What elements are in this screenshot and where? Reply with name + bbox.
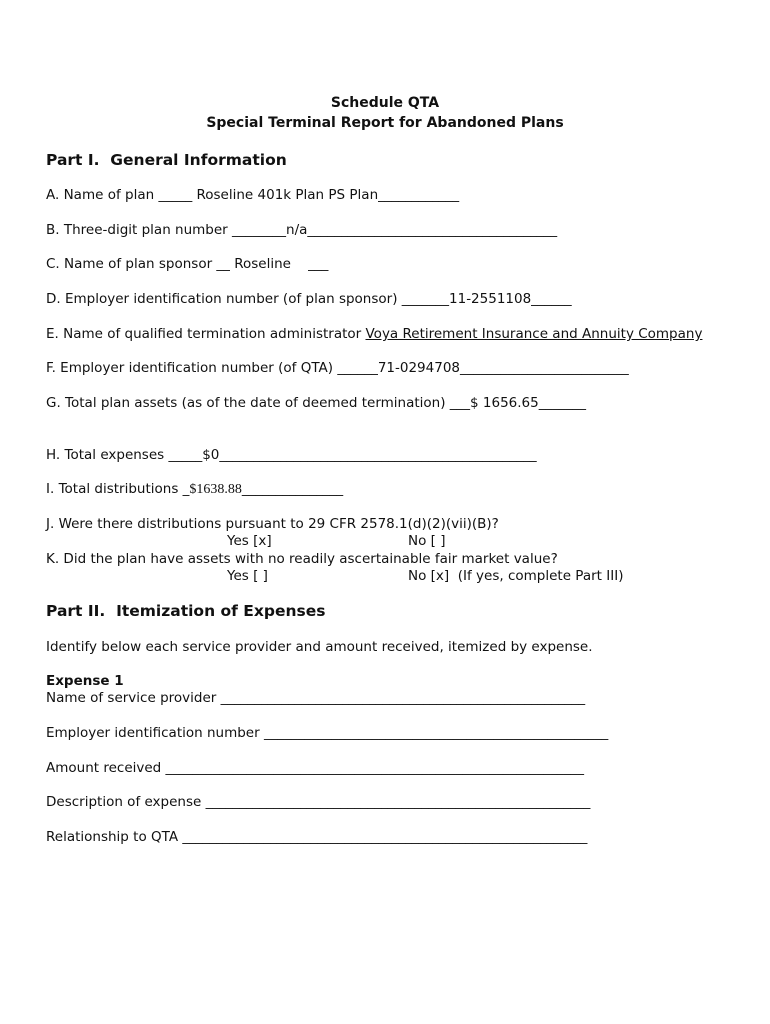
form-title: Schedule QTA <box>330 95 440 111</box>
item-j-no: No [ ] <box>408 533 446 549</box>
item-a-plan-name: A. Name of plan _____ Roseline 401k Plan PS Plan____________ <box>46 187 460 203</box>
item-i-value: $1638.88 <box>189 482 242 497</box>
amount-received: Amount received ______________________________________________________________ <box>46 760 585 776</box>
item-c-plan-sponsor: C. Name of plan sponsor __ Roseline ___ <box>46 256 329 272</box>
item-d-sponsor-ein: D. Employer identification number (of plan sponsor) _______11-2551108______ <box>46 291 572 307</box>
form-subtitle: Special Terminal Report for Abandoned Plans <box>206 115 564 131</box>
item-b-plan-number: B. Three-digit plan number ________n/a_____________________________________ <box>46 222 558 238</box>
item-e-label: E. Name of qualified termination administrator <box>46 326 366 342</box>
item-g-total-assets: G. Total plan assets (as of the date of deemed termination) ___$ 1656.65_______ <box>46 395 586 411</box>
part2-intro: Identify below each service provider and amount received, itemized by expense. <box>46 639 593 655</box>
item-j-question: J. Were there distributions pursuant to 29 CFR 2578.1(d)(2)(vii)(B)? <box>46 516 499 532</box>
item-e-value: Voya Retirement Insurance and Annuity Company <box>365 326 703 342</box>
item-e-qta-name <box>46 326 702 342</box>
service-provider-name: Name of service provider ______________________________________________________ <box>46 690 586 706</box>
item-j-yes: Yes [x] <box>227 533 272 549</box>
item-f-qta-ein: F. Employer identification number (of QTA) ______71-0294708_________________________ <box>46 360 629 376</box>
expense-description: Description of expense _________________________________________________________ <box>46 794 591 810</box>
item-i-suffix: _______________ <box>241 481 344 497</box>
item-i-total-distributions <box>46 481 343 498</box>
service-provider-ein: Employer identification number ___________________________________________________ <box>46 725 609 741</box>
part2-heading: Part II. Itemization of Expenses <box>46 602 326 620</box>
item-k-no: No [x] (If yes, complete Part III) <box>408 568 624 584</box>
item-i-prefix: I. Total distributions _ <box>46 481 190 497</box>
part1-heading: Part I. General Information <box>46 151 287 169</box>
item-h-total-expenses: H. Total expenses _____$0_______________________________________________ <box>46 447 537 463</box>
expense-1-title: Expense 1 <box>46 673 124 689</box>
relationship-to-qta: Relationship to QTA ____________________________________________________________ <box>46 829 588 845</box>
item-k-yes: Yes [ ] <box>227 568 268 584</box>
item-k-question: K. Did the plan have assets with no readily ascertainable fair market value? <box>46 551 558 567</box>
